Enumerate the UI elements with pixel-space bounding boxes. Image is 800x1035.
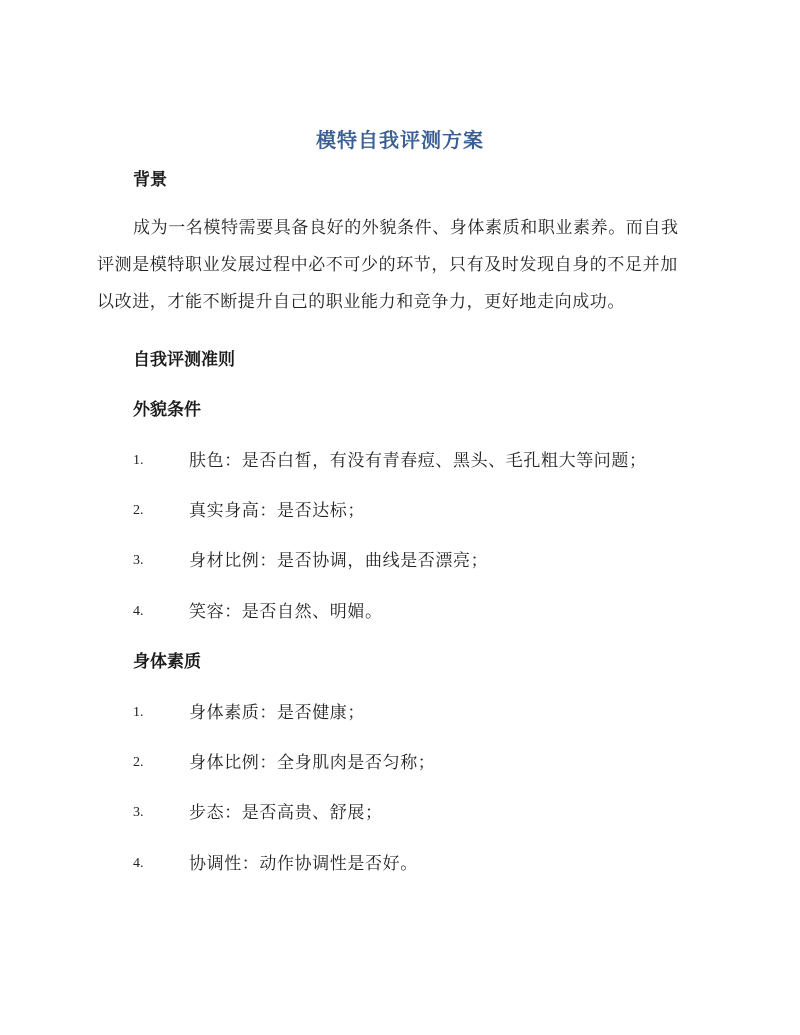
list-text: 身材比例：是否协调，曲线是否漂亮； bbox=[189, 551, 489, 571]
list-item bbox=[133, 801, 383, 825]
list-number: 4. bbox=[133, 856, 144, 871]
heading-appearance: 外貌条件 bbox=[133, 400, 201, 420]
list-number: 1. bbox=[133, 705, 144, 720]
list-text: 真实身高：是否达标； bbox=[189, 501, 365, 521]
list-number: 2. bbox=[133, 755, 144, 770]
list-item bbox=[133, 701, 365, 725]
list-item bbox=[133, 852, 418, 876]
list-text: 协调性：动作协调性是否好。 bbox=[189, 854, 418, 874]
list-number: 3. bbox=[133, 805, 144, 820]
list-item bbox=[133, 549, 488, 573]
list-item bbox=[133, 600, 383, 624]
list-number: 1. bbox=[133, 453, 144, 468]
background-paragraph bbox=[97, 210, 707, 321]
paragraph-line: 成为一名模特需要具备良好的外貌条件、身体素质和职业素养。而自我 bbox=[133, 218, 679, 238]
heading-physical-quality: 身体素质 bbox=[133, 652, 201, 672]
list-item bbox=[133, 751, 435, 775]
list-text: 笑容：是否自然、明媚。 bbox=[189, 602, 383, 622]
list-number: 2. bbox=[133, 503, 144, 518]
list-item bbox=[133, 449, 647, 473]
list-number: 3. bbox=[133, 553, 144, 568]
heading-self-evaluation-criteria: 自我评测准则 bbox=[133, 350, 235, 370]
list-item bbox=[133, 499, 365, 523]
document-title: 模特自我评测方案 bbox=[316, 128, 484, 152]
paragraph-line: 评测是模特职业发展过程中必不可少的环节，只有及时发现自身的不足并加 bbox=[97, 255, 678, 275]
paragraph-line: 以改进，才能不断提升自己的职业能力和竞争力，更好地走向成功。 bbox=[97, 292, 625, 312]
list-text: 身体比例：全身肌肉是否匀称； bbox=[189, 753, 436, 773]
list-text: 步态：是否高贵、舒展； bbox=[189, 803, 383, 823]
list-number: 4. bbox=[133, 604, 144, 619]
list-text: 身体素质：是否健康； bbox=[189, 703, 365, 723]
heading-background: 背景 bbox=[133, 170, 167, 190]
list-text: 肤色：是否白皙，有没有青春痘、黑头、毛孔粗大等问题； bbox=[189, 451, 647, 471]
